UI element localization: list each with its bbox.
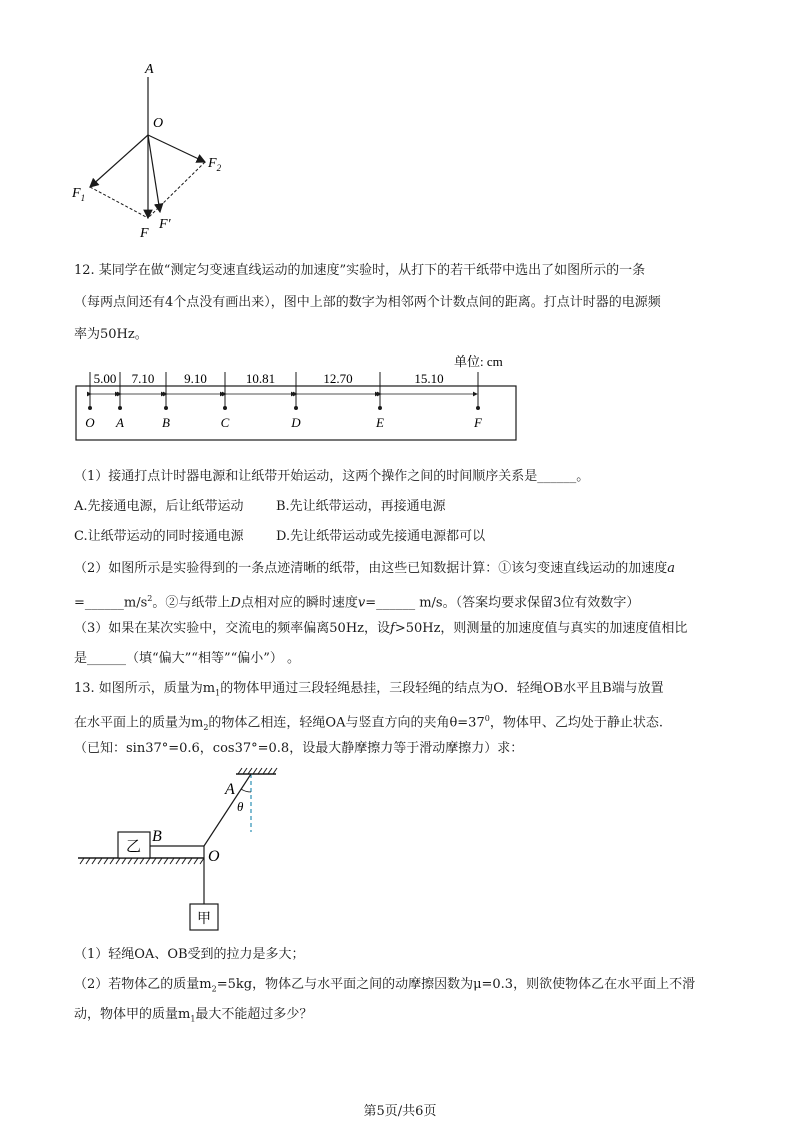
- tape-distance-label: 10.81: [245, 371, 276, 386]
- q12-line1: 12. 某同学在做“测定匀变速直线运动的加速度”实验时，从打下的若干纸带中选出了如图所示的一条: [74, 263, 646, 278]
- tape-point-label: D: [291, 415, 301, 430]
- q12-line3: 率为50Hz。: [74, 327, 148, 342]
- q13-line3: （已知：sin37°=0.6，cos37°=0.8，设最大静摩擦力等于滑动摩擦力）求：: [74, 741, 524, 756]
- label-O: O: [208, 848, 220, 865]
- label-F-prime: F′: [159, 217, 171, 232]
- q13-part2-line2: 动，物体甲的质量$m_1$最大不能超过多少？: [74, 1007, 313, 1024]
- q13-line1: 13. 如图所示，质量为$m_1$的物体甲通过三段轻绳悬挂，三段轻绳的结点为O．轻绳OB水平且B端与放置: [74, 681, 664, 698]
- tape-dot: [164, 406, 168, 410]
- ground-hatch: [80, 858, 204, 864]
- tape-unit: 单位: cm: [454, 354, 503, 369]
- q12-part1: （1）接通打点计时器电源和让纸带开始运动，这两个操作之间的时间顺序关系是______。: [74, 469, 590, 484]
- tape-dot: [294, 406, 298, 410]
- block-yi-label: 乙: [126, 839, 142, 855]
- q12-option-a: A.先接通电源，后让纸带运动: [74, 499, 244, 514]
- page-footer: 第5页/共6页: [363, 1104, 437, 1119]
- tape-dot: [378, 406, 382, 410]
- tape-dot: [223, 406, 227, 410]
- vector-F-prime: [148, 135, 160, 212]
- q13-part2-line1: （2）若物体乙的质量$m_2=5kg$，物体乙与水平面之间的动摩擦因数为μ=0.3，则欲使物体乙在水平面上不滑: [74, 977, 696, 994]
- tape-distance-label: 9.10: [184, 371, 207, 386]
- label-A: A: [145, 62, 154, 77]
- q13-part1: （1）轻绳OA、OB受到的拉力是多大；: [74, 947, 305, 962]
- paper-tape-figure: [70, 352, 530, 447]
- tape-distance-label: 5.00: [93, 371, 117, 386]
- q12-part3-line1: （3）如果在某次实验中，交流电的频率偏离50Hz，设f>50Hz，则测量的加速度值与真实的加速度值相比: [74, 621, 688, 636]
- tape-distance-label: 12.70: [323, 371, 353, 386]
- tape-distances: [91, 371, 477, 394]
- q12-part3-line2: 是______（填“偏大”“相等”“偏小”） 。: [74, 651, 301, 666]
- tape-point-label: F: [474, 415, 482, 430]
- label-F2: $F_2$: [208, 156, 222, 173]
- tape-dot: [118, 406, 122, 410]
- q12-part2-line1: （2）如图所示是实验得到的一条点迹清晰的纸带，由这些已知数据计算：①该匀变速直线运动的加速度a: [74, 561, 676, 576]
- theta-arc: [241, 789, 251, 792]
- ceiling-hatch: [238, 768, 277, 774]
- tape-point-label: E: [376, 415, 384, 430]
- vector-F2: [148, 135, 205, 162]
- label-F: F: [140, 226, 149, 241]
- q12-option-c: C.让纸带运动的同时接通电源: [74, 529, 244, 544]
- q12-option-b: B.先让纸带运动，再接通电源: [276, 499, 446, 514]
- tape-dot: [476, 406, 480, 410]
- tape-point-label: A: [116, 415, 124, 430]
- tape-distance-label: 7.10: [131, 371, 155, 386]
- q12-option-d: D.先让纸带运动或先接通电源都可以: [276, 529, 486, 544]
- label-B: B: [152, 828, 162, 845]
- tape-dot: [88, 406, 92, 410]
- label-F1: $F_1$: [72, 186, 86, 203]
- label-theta: θ: [237, 799, 244, 814]
- dashed-F1-F: [90, 187, 148, 218]
- block-jia-label: 甲: [197, 912, 211, 927]
- q13-line2: 在水平面上的质量为$m_2$的物体乙相连，轻绳OA与竖直方向的夹角$\theta=37^0$，物体甲、乙均处于静止状态.: [74, 714, 663, 732]
- label-A: A: [225, 781, 235, 798]
- tape-point-label: O: [85, 415, 95, 430]
- tape-point-label: B: [162, 415, 170, 430]
- tape-distance-label: 15.10: [414, 371, 444, 386]
- label-O: O: [153, 116, 164, 131]
- q12-line2: （每两点间还有4个点没有画出来），图中上部的数字为相邻两个计数点间的距离。打点计时器的电源频: [74, 295, 661, 310]
- q12-part2-line2: $=\_\_\_\_\_\_m/s^2$。②与纸带上D点相对应的瞬时速度v=______ m/s。（答案均要求保留3位有效数字）: [74, 594, 640, 611]
- tape-point-labels: [85, 415, 483, 430]
- suspension-figure: [70, 766, 280, 936]
- force-parallelogram-figure: [60, 55, 240, 245]
- tape-point-label: C: [220, 415, 230, 430]
- vector-F1: [90, 135, 148, 187]
